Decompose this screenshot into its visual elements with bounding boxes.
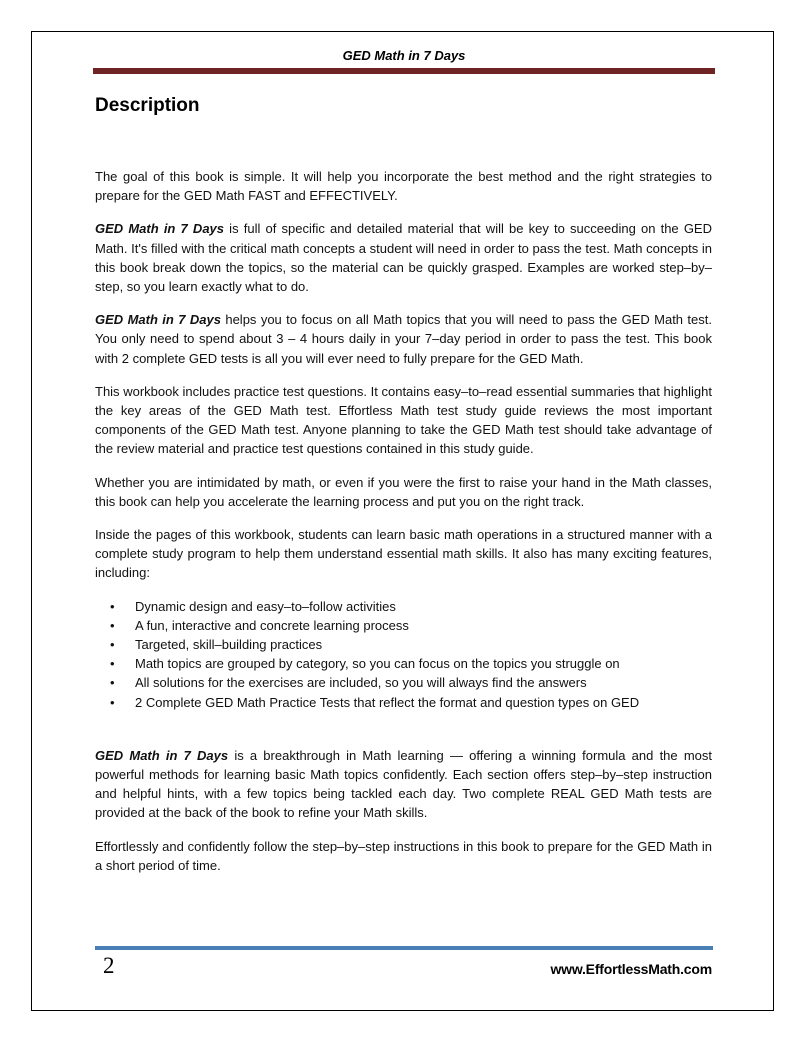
book-title-emphasis: GED Math in 7 Days bbox=[95, 747, 229, 763]
header-title: GED Math in 7 Days bbox=[342, 48, 466, 63]
list-item bbox=[95, 597, 712, 616]
bullet-icon: • bbox=[110, 637, 115, 653]
list-item-text: Math topics are grouped by category, so you can focus on the topics you struggle on bbox=[135, 656, 620, 672]
paragraph-text: is a breakthrough in Math learning — offering a winning formula and the most powerful methods for learning basic Math topics confidently. Each section offers step–by–step instruction and helpful hints, with a few topics being tackled each day. Two complete REAL GED Math tests are provided at the back of the book to refine your Math skills. bbox=[95, 747, 712, 821]
paragraph-intimidated: Whether you are intimidated by math, or even if you were the first to raise your hand in the Math classes, this book can help you accelerate the learning process and put you on the right track. bbox=[95, 474, 712, 509]
book-title-emphasis: GED Math in 7 Days bbox=[95, 221, 225, 237]
footer-rule bbox=[95, 946, 713, 950]
page-content bbox=[95, 95, 712, 875]
list-item bbox=[95, 635, 712, 654]
list-item-text: A fun, interactive and concrete learning process bbox=[135, 617, 409, 633]
list-item bbox=[95, 673, 712, 692]
paragraph-focus bbox=[95, 310, 712, 368]
header-rule bbox=[93, 68, 715, 74]
bullet-icon: • bbox=[110, 656, 115, 672]
list-item-text: Dynamic design and easy–to–follow activities bbox=[135, 598, 396, 614]
paragraph-text: is full of specific and detailed material that will be key to succeeding on the GED Math. It's filled with the critical math concepts a student will need in order to pass the test. Math concepts in this book break down the topics, so the material can be quickly grasped. Examples are worked step–by–step, so you learn exactly what to do. bbox=[95, 221, 712, 295]
paragraph-breakthrough bbox=[95, 746, 712, 823]
paragraph-material bbox=[95, 219, 712, 296]
list-item-text: All solutions for the exercises are included, so you will always find the answers bbox=[135, 675, 587, 691]
bullet-icon: • bbox=[110, 694, 115, 710]
page-heading: Description bbox=[95, 95, 200, 116]
list-item bbox=[95, 693, 712, 712]
bullet-icon: • bbox=[110, 617, 115, 633]
list-item-text: 2 Complete GED Math Practice Tests that reflect the format and question types on GED bbox=[135, 694, 640, 710]
list-item bbox=[95, 616, 712, 635]
footer-website: www.EffortlessMath.com bbox=[550, 961, 712, 977]
list-item bbox=[95, 654, 712, 673]
paragraph-text: helps you to focus on all Math topics that you will need to pass the GED Math test. You only need to spend about 3 – 4 hours daily in your 7–day period in order to pass the test. This book with 2 complete GED tests is all you will ever need to fully prepare for the GED Math. bbox=[95, 312, 712, 366]
paragraph-features-intro: Inside the pages of this workbook, students can learn basic math operations in a structured manner with a complete study program to help them understand essential math skills. It also has many exciting features, including: bbox=[95, 527, 712, 581]
paragraph-closing: Effortlessly and confidently follow the step–by–step instructions in this book to prepare for the GED Math in a short period of time. bbox=[95, 838, 712, 873]
page-number: 2 bbox=[103, 953, 115, 978]
bullet-icon: • bbox=[110, 598, 115, 614]
book-title-emphasis: GED Math in 7 Days bbox=[95, 312, 221, 328]
paragraph-workbook: This workbook includes practice test questions. It contains easy–to–read essential summaries that highlight the key areas of the GED Math test. Effortless Math test study guide reviews the most important components of the GED Math test. Anyone planning to take the GED Math test should take advantage of the review material and practice test questions contained in this study guide. bbox=[95, 383, 712, 457]
features-list bbox=[95, 597, 712, 712]
list-item-text: Targeted, skill–building practices bbox=[135, 637, 323, 653]
bullet-icon: • bbox=[110, 675, 115, 691]
paragraph-goal: The goal of this book is simple. It will help you incorporate the best method and the right strategies to prepare for the GED Math FAST and EFFECTIVELY. bbox=[95, 169, 712, 204]
